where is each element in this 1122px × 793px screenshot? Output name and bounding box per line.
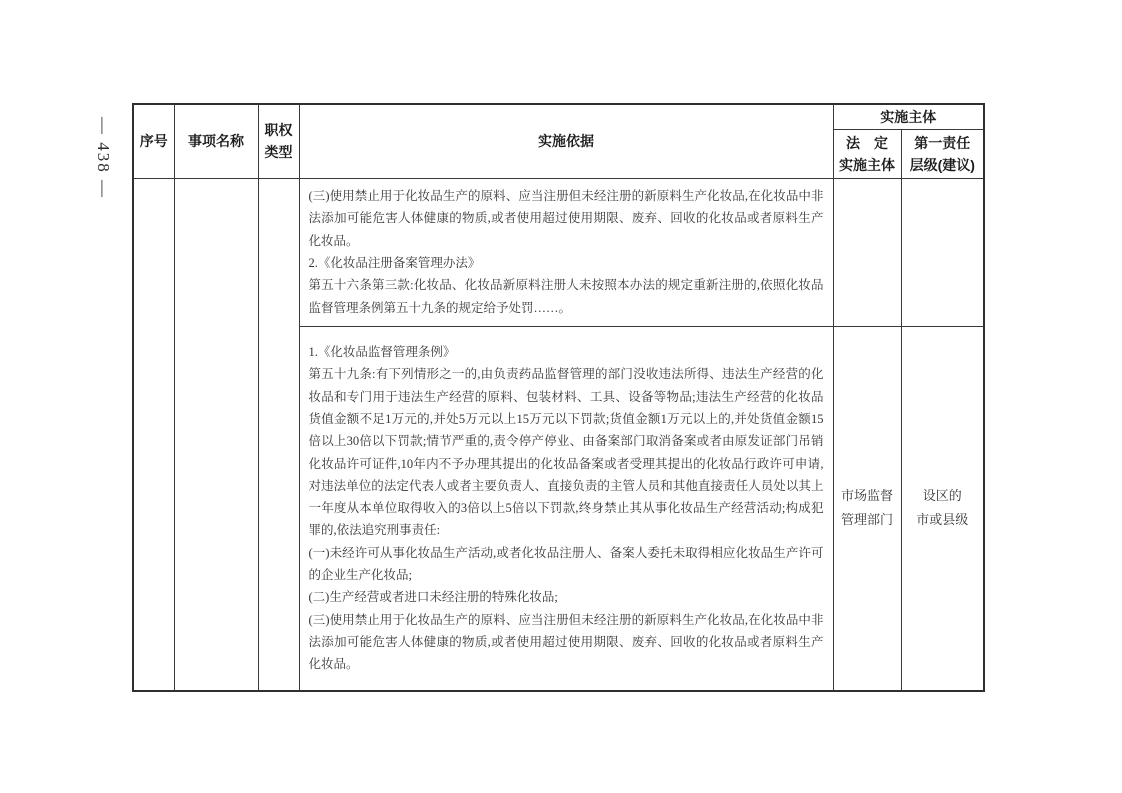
responsibility-level-line1: 设区的 [922, 488, 962, 504]
implementation-basis-cell [299, 326, 833, 691]
basis-paragraph: (三)使用禁止用于化妆品生产的原料、应当注册但未经注册的新原料生产化妆品,在化妆品中非法添加可能危害人体健康的物质,或者使用超过使用期限、废弃、回收的化妆品或者原料生产化妆品。 [308, 612, 824, 672]
responsibility-level-cell [901, 326, 984, 691]
header-authority-type-line2: 类型 [264, 144, 293, 161]
table-row [133, 178, 984, 326]
basis-paragraph: 第五十六条第三款:化妆品、化妆品新原料注册人未按照本办法的规定重新注册的,依照化妆品监督管理条例第五十九条的规定给予处罚……。 [308, 278, 824, 315]
page-number: — 438 — [94, 117, 113, 199]
basis-paragraph: 第五十九条:有下列情形之一的,由负责药品监督管理的部门没收违法所得、违法生产经营的化妆品和专门用于违法生产经营的原料、包装材料、工具、设备等物品;违法生产经营的化妆品货值金额不足1万元的,并处5万元以上15万元以下罚款;货值金额1万元以上的,并处货值金额15倍以上30倍以下罚款;情节严重的,责令停产停业、由备案部门取消备案或者由原发证部门吊销化妆品许可证件,10年内不予办理其提出的化妆品备案或者受理其提出的化妆品行政许可申请,对违法单位的法定代表人或者主要负责人、直接负责的主管人员和其他直接责任人员处以其上一年度从本单位取得收入的3倍以上5倍以下罚款,终身禁止其从事化妆品生产经营活动;构成犯罪的,依法追究刑事责任: [308, 367, 824, 538]
header-legal-subject-line1: 法 定 [846, 134, 888, 151]
legal-subject-line2: 管理部门 [840, 512, 893, 528]
header-authority-type-line1: 职权 [264, 122, 293, 139]
header-responsibility-level-line2: 层级(建议) [909, 156, 975, 173]
legal-subject-cell [833, 326, 901, 691]
header-item-name: 事项名称 [174, 104, 258, 178]
serial-number-cell [133, 178, 174, 691]
legal-subject-line1: 市场监督 [840, 488, 893, 504]
header-authority-type [258, 104, 299, 178]
header-responsibility-level [901, 129, 984, 178]
authority-type-cell [258, 178, 299, 691]
basis-paragraph: 2.《化妆品注册备案管理办法》 [308, 256, 481, 270]
legal-subject-cell-row1 [833, 178, 901, 326]
table-header [133, 104, 984, 178]
implementation-basis-cell-continuation [299, 178, 833, 326]
table-body [133, 178, 984, 691]
item-name-cell [174, 178, 258, 691]
header-implementation-basis: 实施依据 [299, 104, 833, 178]
header-serial-number: 序号 [133, 104, 174, 178]
header-implementation-subject-group: 实施主体 [833, 104, 984, 129]
authority-items-table [132, 103, 985, 692]
basis-paragraph: 1.《化妆品监督管理条例》 [308, 345, 456, 360]
basis-paragraph: (二)生产经营或者进口未经注册的特殊化妆品; [308, 590, 558, 605]
responsibility-level-cell-row1 [901, 178, 984, 326]
header-legal-subject-line2: 实施主体 [839, 156, 895, 173]
basis-paragraph: (一)未经许可从事化妆品生产活动,或者化妆品注册人、备案人委托未取得相应化妆品生产许可的企业生产化妆品; [308, 545, 824, 582]
basis-paragraph: (三)使用禁止用于化妆品生产的原料、应当注册但未经注册的新原料生产化妆品,在化妆品中非法添加可能危害人体健康的物质,或者使用超过使用期限、废弃、回收的化妆品或者原料生产化妆品。 [308, 189, 824, 248]
header-legal-subject [833, 129, 901, 178]
responsibility-level-line2: 市或县级 [916, 512, 969, 528]
header-responsibility-level-line1: 第一责任 [914, 134, 971, 151]
